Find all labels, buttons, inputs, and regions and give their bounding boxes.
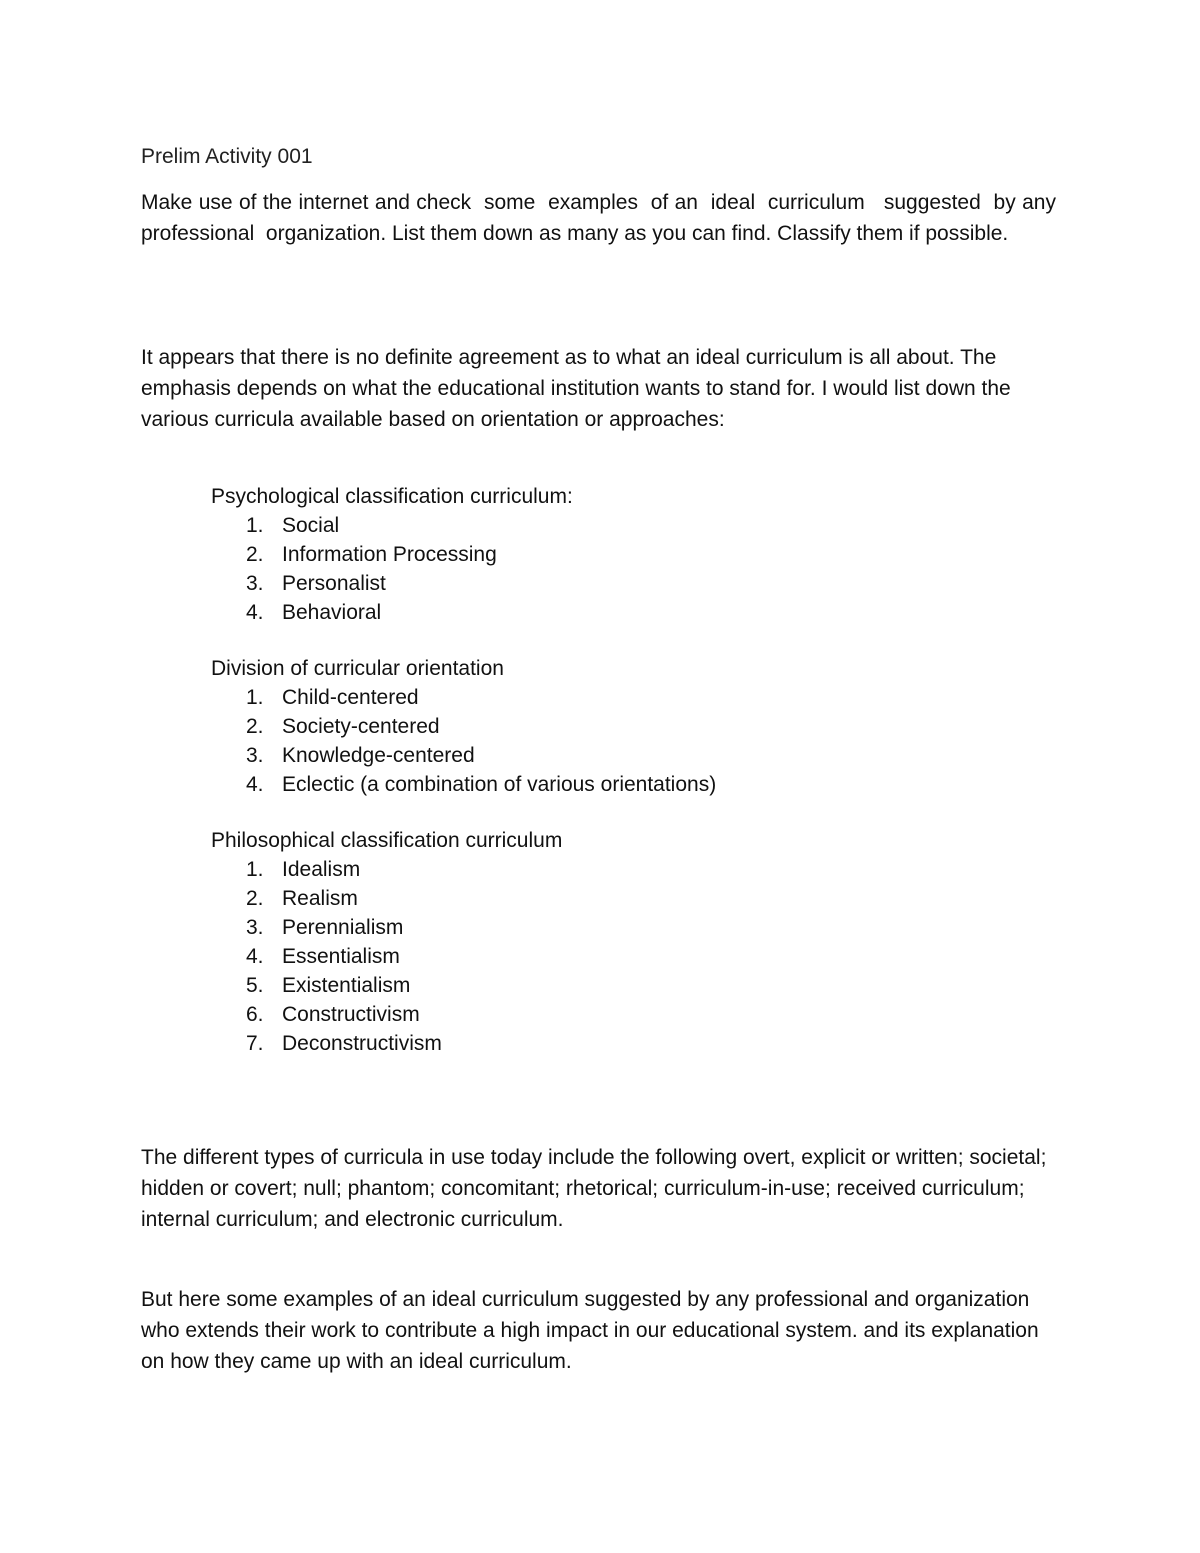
list-item-text: Child-centered <box>282 686 419 709</box>
list-item-text: Constructivism <box>282 1003 420 1026</box>
list-item <box>211 598 1011 627</box>
list-item <box>211 569 1011 598</box>
list-item <box>211 540 1011 569</box>
list-item <box>211 712 1011 741</box>
list-number: 3. <box>246 744 264 767</box>
list-number: 1. <box>246 686 264 709</box>
list-item-text: Deconstructivism <box>282 1032 442 1055</box>
list-item <box>211 942 1011 971</box>
list-item-text: Essentialism <box>282 945 400 968</box>
numbered-list <box>211 855 1011 1058</box>
section-heading: Division of curricular orientation <box>211 657 504 680</box>
list-item-text: Society-centered <box>282 715 440 738</box>
list-item-text: Eclectic (a combination of various orientations) <box>282 773 717 796</box>
list-item-text: Existentialism <box>282 974 411 997</box>
list-item <box>211 770 1011 799</box>
list-item <box>211 683 1011 712</box>
list-item <box>211 1000 1011 1029</box>
document-title: Prelim Activity 001 <box>141 145 313 168</box>
list-number: 4. <box>246 601 264 624</box>
list-number: 5. <box>246 974 264 997</box>
list-item <box>211 511 1011 540</box>
list-number: 1. <box>246 858 264 881</box>
list-number: 6. <box>246 1003 264 1026</box>
list-number: 2. <box>246 887 264 910</box>
list-item-text: Behavioral <box>282 601 382 624</box>
closing-paragraph: But here some examples of an ideal curriculum suggested by any professional and organization who extends their work to contribute a high impact in our educational system. and its explanation on how they came up with an ideal curriculum. <box>141 1288 1039 1373</box>
list-item-text: Knowledge-centered <box>282 744 475 767</box>
list-number: 1. <box>246 514 264 537</box>
list-number: 2. <box>246 543 264 566</box>
list-number: 4. <box>246 945 264 968</box>
list-item <box>211 1029 1011 1058</box>
agreement-paragraph: It appears that there is no definite agreement as to what an ideal curriculum is all about. The emphasis depends on what the educational institution wants to stand for. I would list down the various curricula available based on orientation or approaches: <box>141 346 1011 431</box>
list-item-text: Idealism <box>282 858 361 881</box>
numbered-list <box>211 511 1011 627</box>
section-heading: Psychological classification curriculum: <box>211 485 573 508</box>
list-item <box>211 884 1011 913</box>
list-item <box>211 855 1011 884</box>
section-psychological-classification <box>211 482 1011 627</box>
list-item <box>211 741 1011 770</box>
list-item-text: Social <box>282 514 340 537</box>
list-number: 4. <box>246 773 264 796</box>
list-item <box>211 913 1011 942</box>
list-number: 2. <box>246 715 264 738</box>
list-item <box>211 971 1011 1000</box>
numbered-list <box>211 683 1011 799</box>
section-philosophical-classification <box>211 826 1011 1058</box>
list-number: 7. <box>246 1032 264 1055</box>
section-heading: Philosophical classification curriculum <box>211 829 563 852</box>
list-number: 3. <box>246 916 264 939</box>
curricula-types-paragraph: The different types of curricula in use today include the following overt, explicit or written; societal; hidden or covert; null; phantom; concomitant; rhetorical; curriculum-in-use; received curriculum; internal curriculum; and electronic curriculum. <box>141 1146 1047 1231</box>
list-item-text: Realism <box>282 887 358 910</box>
list-item-text: Personalist <box>282 572 386 595</box>
list-item-text: Information Processing <box>282 543 497 566</box>
intro-paragraph: Make use of the internet and check some examples of an ideal curriculum suggested by any professional organization. List them down as many as you can find. Classify them if possible. <box>141 191 1062 245</box>
section-curricular-orientation <box>211 654 1011 799</box>
list-item-text: Perennialism <box>282 916 404 939</box>
list-number: 3. <box>246 572 264 595</box>
